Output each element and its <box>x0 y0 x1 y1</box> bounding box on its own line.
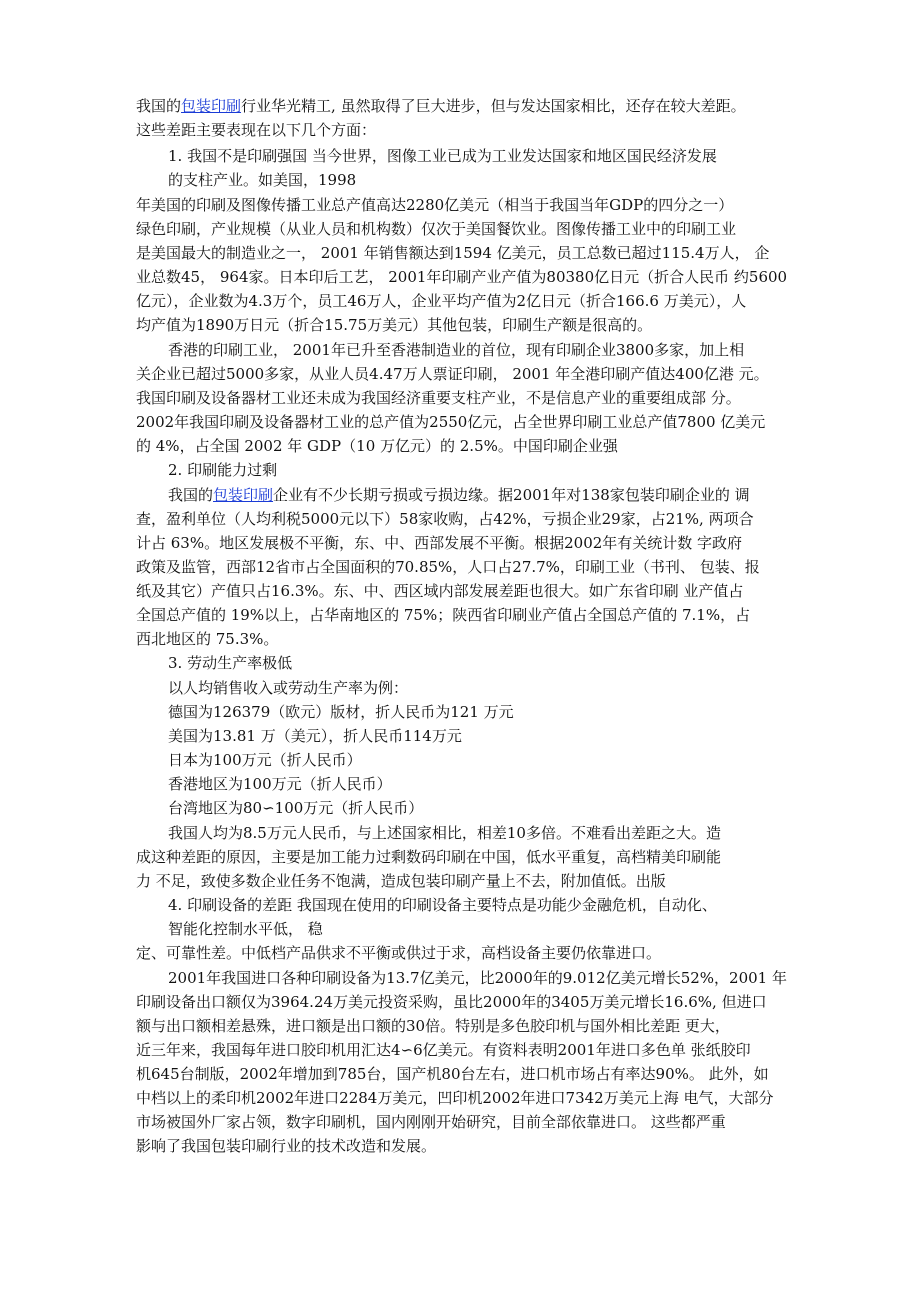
packaging-printing-link[interactable]: 包装印刷 <box>181 97 242 115</box>
list-item: 德国为126379（欧元）版材，折人民币为121 万元 <box>168 703 514 721</box>
text-line: 以人均销售收入或劳动生产率为例： <box>168 679 409 697</box>
text-line: 额与出口额相差悬殊，进口额是出口额的30倍。特别是多色胶印机与国外相比差距 更大， <box>136 1017 730 1035</box>
section-heading-3: 3. 劳动生产率极低 <box>168 654 293 672</box>
text-line: 智能化控制水平低， 稳 <box>168 920 323 938</box>
text-line <box>168 483 750 507</box>
text-line: 均产值为1890万日元（折合15.75万美元）其他包装，印刷生产额是很高的。 <box>136 316 653 334</box>
text-line: 2001年我国进口各种印刷设备为13.7亿美元，比2000年的9.012亿美元增长52%，2001 年 <box>168 969 787 987</box>
text-line: 计占 63%。地区发展极不平衡，东、中、西部发展不平衡。根据2002年有关统计数 字政府 <box>136 534 743 552</box>
text-line: 业总数45， 964家。日本印后工艺， 2001年印刷产业产值为80380亿日元（折合人民币 约5600 <box>136 268 788 286</box>
text-line: 西北地区的 75.3%。 <box>136 630 279 648</box>
text-line <box>136 94 746 118</box>
section-heading-4: 4. 印刷设备的差距 我国现在使用的印刷设备主要特点是功能少金融危机，自动化、 <box>168 896 717 914</box>
text-line: 的支柱产业。如美国，1998 <box>168 171 357 189</box>
text-line: 政策及监管，西部12省市占全国面积的70.85%，人口占27.7%，印刷工业（书刊、 包装、报 <box>136 558 760 576</box>
text-line: 我国印刷及设备器材工业还未成为我国经济重要支柱产业，不是信息产业的重要组成部 分。 <box>136 389 741 407</box>
list-item: 香港地区为100万元（折人民币） <box>168 775 392 793</box>
text-line: 这些差距主要表现在以下几个方面： <box>136 121 377 139</box>
text-line: 全国总产值的 19%以上，占华南地区的 75%；陕西省印刷业产值占全国总产值的 7.1%，占 <box>136 606 751 624</box>
text-line: 印刷设备出口额仅为3964.24万美元投资采购，虽比2000年的3405万美元增长16.6%, 但进口 <box>136 993 767 1011</box>
text-line: 中档以上的柔印机2002年进口2284万美元，凹印机2002年进口7342万美元上海 电气，大部分 <box>136 1089 774 1107</box>
text-line: 影响了我国包装印刷行业的技术改造和发展。 <box>136 1137 437 1155</box>
text-line: 绿色印刷，产业规模（从业人员和机构数）仅次于美国餐饮业。图像传播工业中的印刷工业 <box>136 220 737 238</box>
list-item: 台湾地区为80∽100万元（折人民币） <box>168 799 424 817</box>
text-line: 我国人均为8.5万元人民币，与上述国家相比，相差10多倍。不难看出差距之大。造 <box>168 824 721 842</box>
text-line: 力 不足，致使多数企业任务不饱满，造成包装印刷产量上不去，附加值低。出版 <box>136 872 666 890</box>
text-span: 我国的 <box>168 486 214 504</box>
text-line: 亿元），企业数为4.3万个，员工46万人，企业平均产值为2亿日元（折合166.6 万美元），人 <box>136 292 747 310</box>
text-line: 定、可靠性差。中低档产品供求不平衡或供过于求，高档设备主要仍依靠进口。 <box>136 944 662 962</box>
list-item: 日本为100万元（折人民币） <box>168 751 362 769</box>
text-line: 关企业已超过5000多家，从业人员4.47万人票证印刷， 2001 年全港印刷产值达400亿港 元。 <box>136 365 769 383</box>
text-line: 香港的印刷工业， 2001年已升至香港制造业的首位，现有印刷企业3800多家，加上相 <box>168 341 745 359</box>
section-heading-1: 1. 我国不是印刷强国 当今世界，图像工业已成为工业发达国家和地区国民经济发展 <box>168 147 717 165</box>
text-line: 2002年我国印刷及设备器材工业的总产值为2550亿元，占全世界印刷工业总产值7800 亿美元 <box>136 413 766 431</box>
text-line: 年美国的印刷及图像传播工业总产值高达2280亿美元（相当于我国当年GDP的四分之一） <box>136 196 734 214</box>
text-span: 我国的 <box>136 97 182 115</box>
text-line: 成这种差距的原因，主要是加工能力过剩数码印刷在中国，低水平重复，高档精美印刷能 <box>136 848 722 866</box>
text-line: 的 4%，占全国 2002 年 GDP（10 万亿元）的 2.5%。中国印刷企业强 <box>136 437 618 455</box>
text-span: 行业华光精工, 虽然取得了巨大进步，但与发达国家相比，还存在较大差距。 <box>241 97 746 115</box>
text-line: 机645台制版，2002年增加到785台，国产机80台左右，进口机市场占有率达90%。 此外，如 <box>136 1065 769 1083</box>
text-line: 是美国最大的制造业之一， 2001 年销售额达到1594 亿美元，员工总数已超过115.4万人， 企 <box>136 244 770 262</box>
section-heading-2: 2. 印刷能力过剩 <box>168 461 278 479</box>
text-span: 企业有不少长期亏损或亏损边缘。据2001年对138家包装印刷企业的 调 <box>273 486 750 504</box>
text-line: 市场被国外厂家占领，数字印刷机，国内刚刚开始研究，目前全部依靠进口。 这些都严重 <box>136 1113 726 1131</box>
text-line: 纸及其它）产值只占16.3%。东、中、西区域内部发展差距也很大。如广东省印刷 业产值占 <box>136 582 744 600</box>
text-line: 近三年来，我国每年进口胶印机用汇达4∽6亿美元。有资料表明2001年进口多色单 张纸胶印 <box>136 1041 751 1059</box>
list-item: 美国为13.81 万（美元），折人民币114万元 <box>168 727 462 745</box>
text-line: 查，盈利单位（人均利税5000元以下）58家收购，占42%，亏损企业29家，占21%, 两项合 <box>136 510 754 528</box>
packaging-printing-link[interactable]: 包装印刷 <box>213 486 274 504</box>
